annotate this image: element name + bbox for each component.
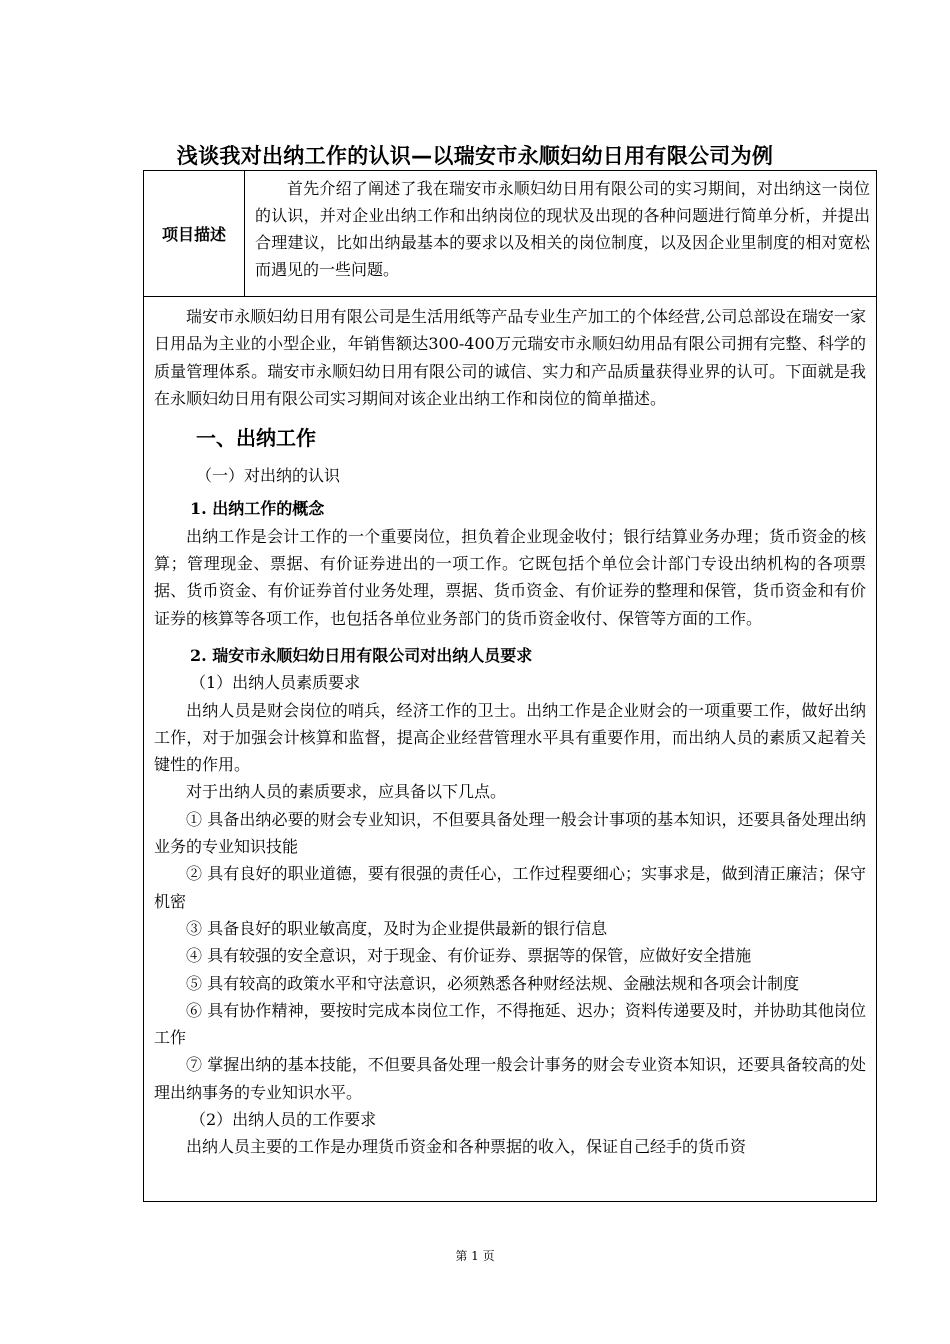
project-description: 首先介绍了阐述了我在瑞安市永顺妇幼日用有限公司的实习期间，对出纳这一岗位的认识，并对企业出纳工作和出纳岗位的现状及出现的各种问题进行简单分析，并提出合理建议，比如出纳最基本的要求以及相关的岗位制度，以及因企业里制度的相对宽松而遇见的一些问题。 (255, 179, 870, 279)
section-heading-1: 一、出纳工作 (196, 426, 316, 451)
project-row (144, 171, 876, 297)
intro-paragraph: 瑞安市永顺妇幼日用有限公司是生活用纸等产品专业生产加工的个体经营,公司总部设在瑞安一家日用品为主业的小型企业，年销售额达300-400万元瑞安市永顺妇幼用品有限公司拥有完整、科学的质量管理体系。瑞安市永顺妇幼日用有限公司的诚信、实力和产品质量获得业界的认可。下面就是我在永顺妇幼日用有限公司实习期间对该企业出纳工作和岗位的简单描述。 (154, 307, 866, 408)
item-heading-2: 2. 瑞安市永顺妇幼日用有限公司对出纳人员要求 (190, 645, 533, 665)
sub1-paragraph-1: 出纳人员是财会岗位的哨兵，经济工作的卫士。出纳工作是企业财会的一项重要工作，做好出纳工作，对于加强会计核算和监督，提高企业经营管理水平具有重要作用，而出纳人员的素质又起着关键性的作用。 (154, 700, 866, 775)
requirement-item: ① 具备出纳必要的财会专业知识，不但要具备处理一般会计事项的基本知识，还要具备处理出纳业务的专业知识技能 (154, 809, 866, 857)
requirement-item: ⑦ 掌握出纳的基本技能，不但要具备处理一般会计事务的财会专业资本知识，还要具备较高的处理出纳事务的专业知识水平。 (154, 1055, 866, 1102)
requirement-item: ③ 具备良好的职业敏高度，及时为企业提供最新的银行信息 (186, 918, 608, 938)
requirement-item: ⑥ 具有协作精神，要按时完成本岗位工作，不得拖延、迟办；资料传递要及时，并协助其他岗位工作 (154, 1000, 866, 1048)
main-body (154, 303, 866, 1161)
requirement-item: ④ 具有较强的安全意识，对于现金、有价证券、票据等的保管，应做好安全措施 (186, 946, 752, 966)
item-heading-1: 1. 出纳工作的概念 (190, 499, 325, 519)
project-description-cell (245, 175, 870, 283)
content-table (143, 170, 877, 1202)
page-number: 第 1 页 (455, 1249, 495, 1263)
requirement-item: ⑤ 具有较高的政策水平和守法意识，必须熟悉各种财经法规、金融法规和各项会计制度 (186, 973, 800, 993)
document-title: 浅谈我对出纳工作的认识—以瑞安市永顺妇幼日用有限公司为例 (176, 144, 774, 168)
sub-heading-2: （2）出纳人员的工作要求 (190, 1110, 377, 1130)
item-paragraph-1: 出纳工作是会计工作的一个重要岗位，担负着企业现金收付；银行结算业务办理；货币资金的核算；管理现金、票据、有价证券进出的一项工作。它既包括个单位会计部门专设出纳机构的各项票据、货币资金、有价证券首付业务处理，票据、货币资金、有价证券的整理和保管，货币资金和有价证券的核算等各项工作，也包括各单位业务部门的货币资金收付、保管等方面的工作。 (154, 526, 866, 628)
sub2-paragraph-1: 出纳人员主要的工作是办理货币资金和各种票据的收入，保证自己经手的货币资 (186, 1137, 747, 1157)
sub-heading-1: （1）出纳人员素质要求 (190, 673, 361, 693)
project-label: 项目描述 (144, 171, 245, 296)
requirement-item: ② 具有良好的职业道德，要有很强的责任心，工作过程要细心；实事求是，做到清正廉洁；保守机密 (154, 864, 866, 911)
subsection-heading-1: （一）对出纳的认识 (196, 466, 341, 486)
sub1-paragraph-2: 对于出纳人员的素质要求，应具备以下几点。 (186, 782, 507, 802)
